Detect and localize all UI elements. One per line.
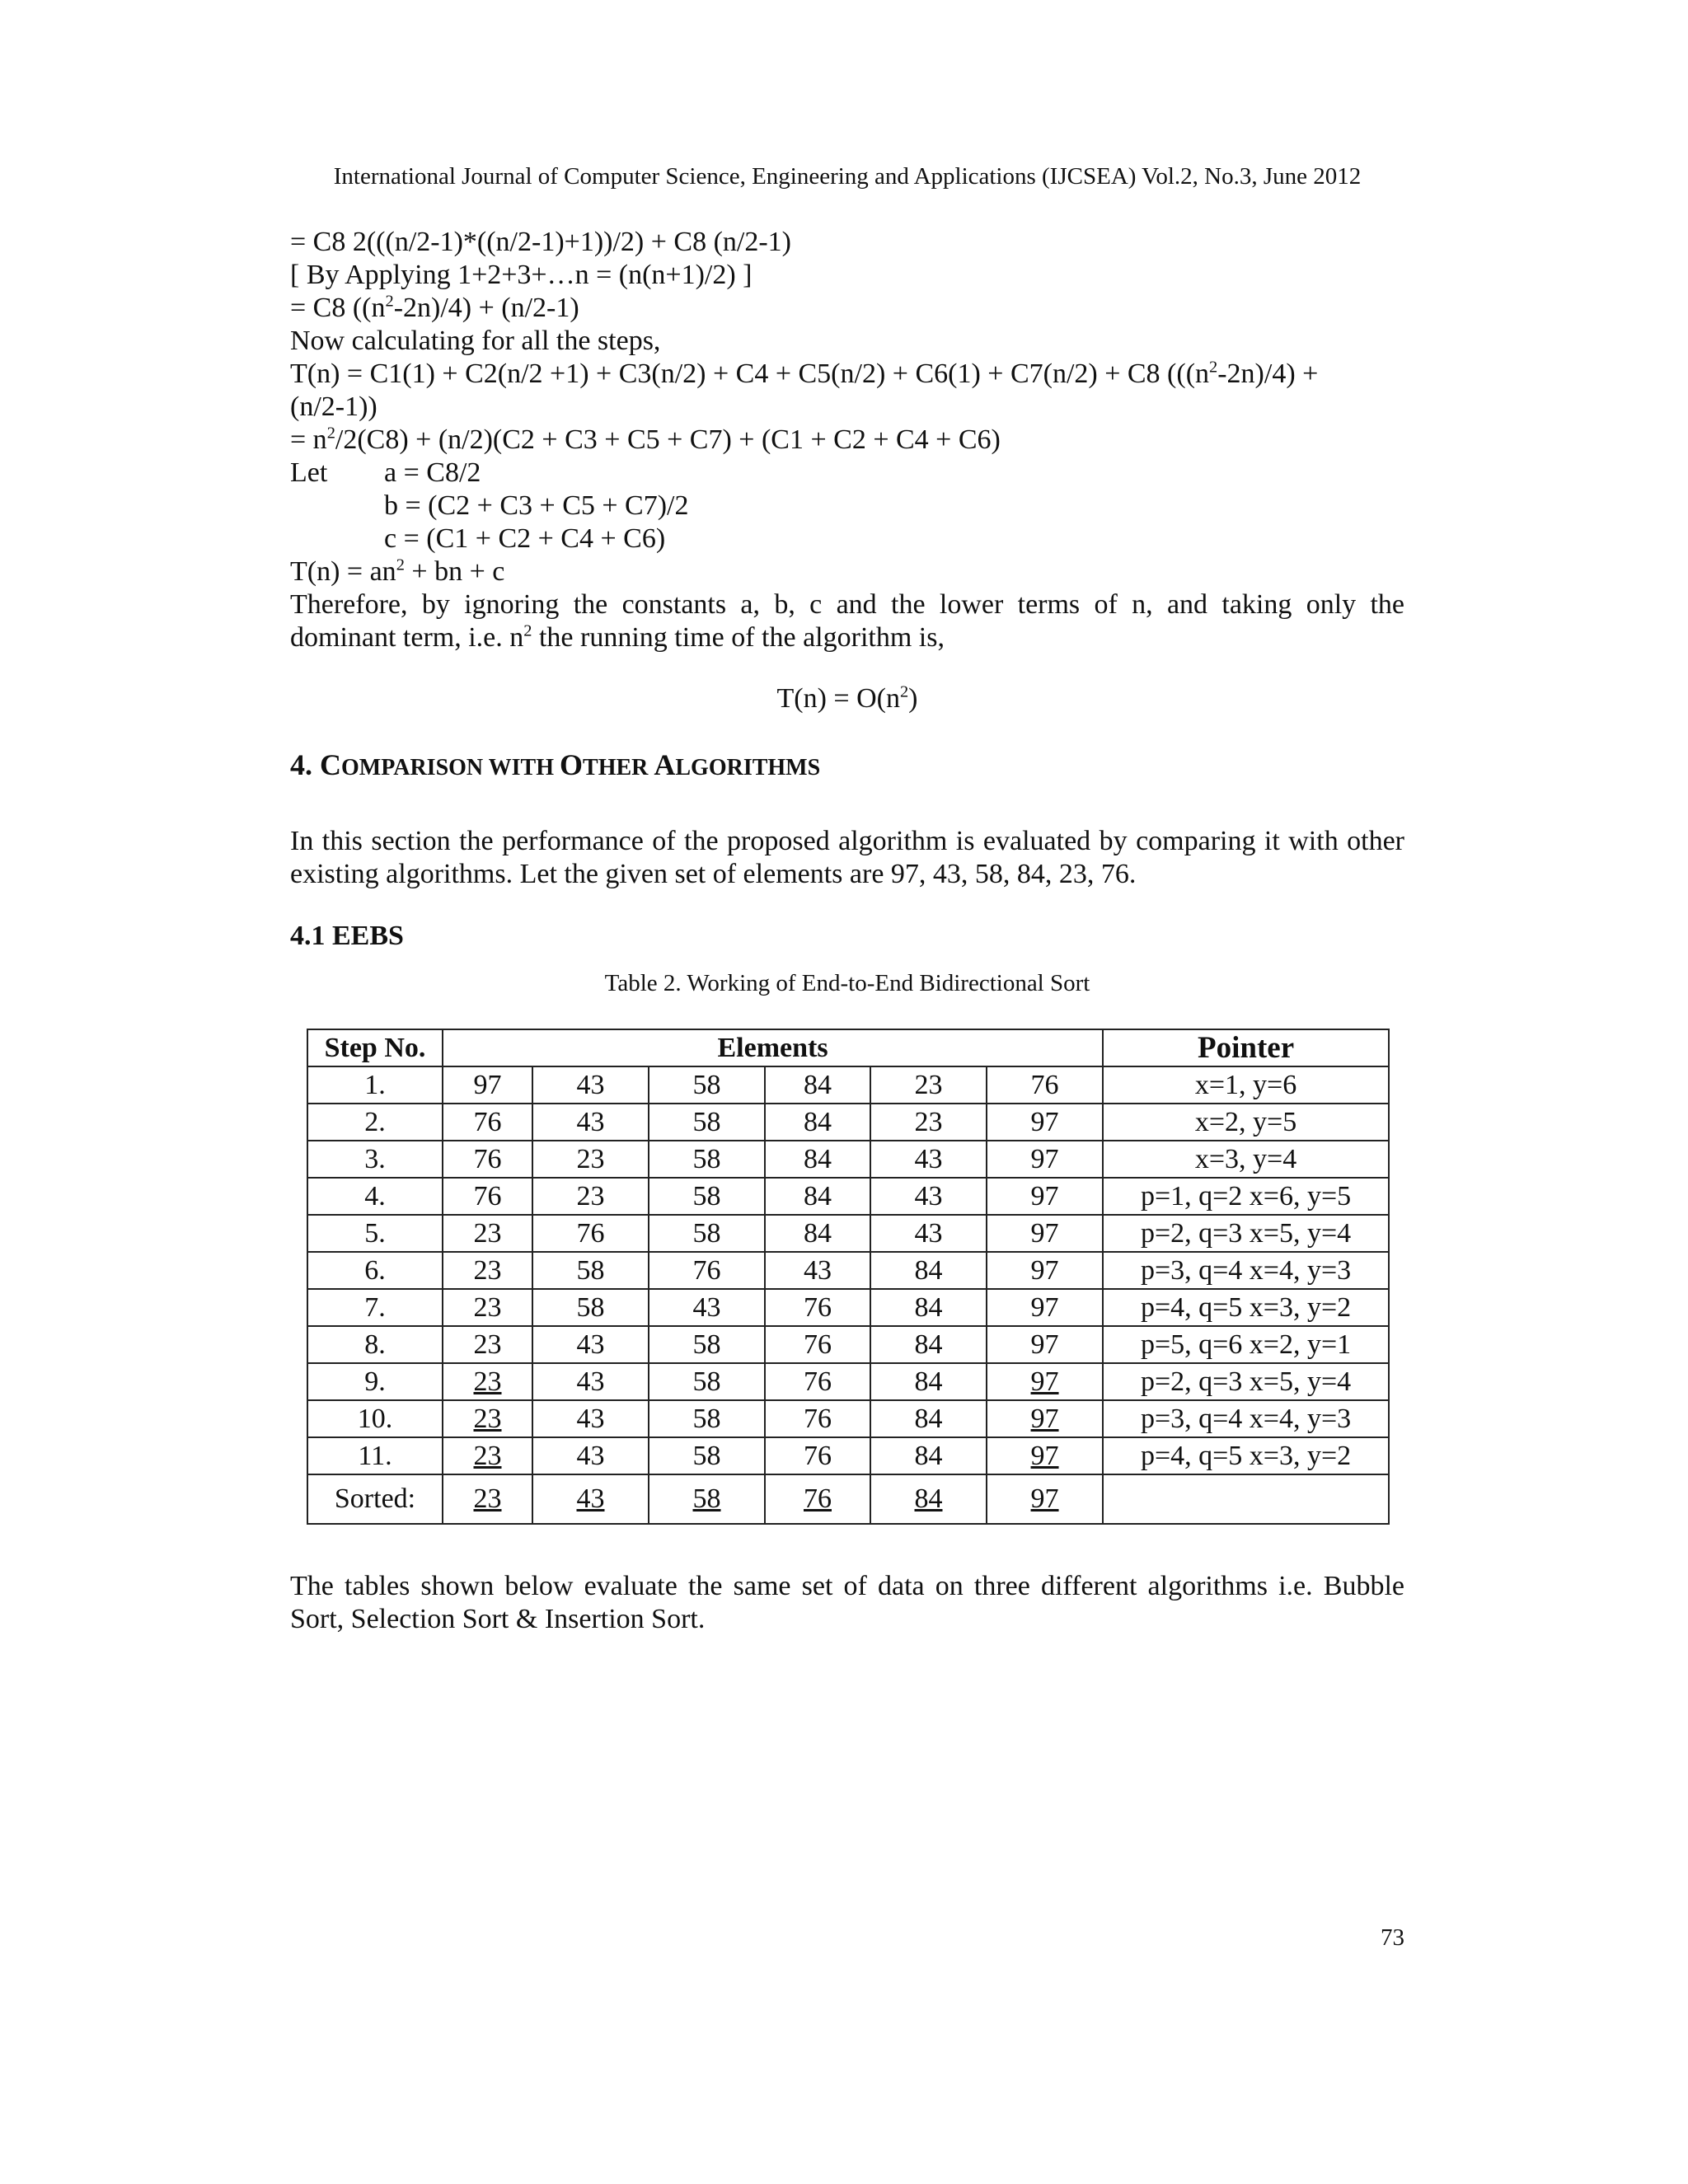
element-cell: 97 (987, 1215, 1103, 1252)
element-cell: 84 (870, 1252, 987, 1289)
table-row (307, 1141, 1389, 1178)
tn-equation: $T(n) = an^2$ + bn + c (290, 555, 505, 587)
element-cell: 76 (765, 1326, 870, 1363)
element-cell: 84 (765, 1066, 870, 1104)
header-step: Step No. (307, 1029, 443, 1066)
element-cell: 97 (987, 1326, 1103, 1363)
element-cell: 23 (443, 1326, 532, 1363)
closing-line-2: Sort, Selection Sort & Insertion Sort. (290, 1604, 706, 1634)
element-cell: 97 (987, 1252, 1103, 1289)
element-cell: 97 (987, 1437, 1103, 1474)
element-cell: 84 (870, 1289, 987, 1326)
page-number: 73 (1381, 1924, 1404, 1951)
step-cell: 8. (307, 1326, 443, 1363)
table-row (307, 1437, 1389, 1474)
math-line-2: [ By Applying 1+2+3+…n = (n(n+1)/2) ] (290, 260, 753, 290)
header-elements: Elements (443, 1029, 1103, 1066)
element-cell: 76 (532, 1215, 649, 1252)
element-cell: 97 (987, 1400, 1103, 1437)
table-row (307, 1400, 1389, 1437)
element-cell: 97 (987, 1363, 1103, 1400)
table-row (307, 1252, 1389, 1289)
math-line-4: Now calculating for all the steps, (290, 326, 661, 356)
step-cell: 10. (307, 1400, 443, 1437)
element-cell: 97 (987, 1141, 1103, 1178)
pointer-cell: p=3, q=4 x=4, y=3 (1103, 1252, 1389, 1289)
element-cell: 76 (443, 1178, 532, 1215)
element-cell: 84 (870, 1363, 987, 1400)
pointer-cell: x=2, y=5 (1103, 1104, 1389, 1141)
table-header-row (307, 1029, 1389, 1066)
element-cell: 23 (443, 1252, 532, 1289)
element-cell: 23 (443, 1215, 532, 1252)
pointer-cell: p=4, q=5 x=3, y=2 (1103, 1437, 1389, 1474)
element-cell: 58 (649, 1474, 765, 1524)
pointer-cell: p=1, q=2 x=6, y=5 (1103, 1178, 1389, 1215)
let-a: a = C8/2 (384, 457, 481, 488)
element-cell: 58 (649, 1400, 765, 1437)
math-line-7: = $n^2/2(C8) + (n/2)(C2 + C3 + C5 + C7) + (C1 + C2 + C4 + C6)$ (290, 424, 1001, 455)
element-cell: 84 (765, 1178, 870, 1215)
eebs-table (307, 1029, 1390, 1525)
element-cell: 84 (870, 1474, 987, 1524)
element-cell: 23 (870, 1104, 987, 1141)
running-header: International Journal of Computer Science, Engineering and Applications (IJCSEA) Vol.2, No.3, June 2012 (333, 163, 1362, 190)
element-cell: 97 (987, 1178, 1103, 1215)
element-cell: 84 (765, 1104, 870, 1141)
pointer-cell: x=1, y=6 (1103, 1066, 1389, 1104)
step-cell: 7. (307, 1289, 443, 1326)
element-cell: 58 (532, 1252, 649, 1289)
element-cell: 84 (870, 1400, 987, 1437)
element-cell: 84 (765, 1141, 870, 1178)
math-line-3: = C8 $((n^2-2n)/4) + (n/2-1)$ (290, 292, 579, 323)
step-cell: 9. (307, 1363, 443, 1400)
step-cell: 4. (307, 1178, 443, 1215)
element-cell: 76 (765, 1474, 870, 1524)
table-row (307, 1178, 1389, 1215)
pointer-cell (1103, 1474, 1389, 1524)
element-cell: 58 (649, 1066, 765, 1104)
element-cell: 23 (443, 1400, 532, 1437)
step-cell: 2. (307, 1104, 443, 1141)
header-pointer: Pointer (1103, 1029, 1389, 1066)
subsection-heading: 4.1 EEBS (290, 921, 404, 951)
element-cell: 58 (649, 1326, 765, 1363)
element-cell: 43 (532, 1104, 649, 1141)
element-cell: 76 (765, 1437, 870, 1474)
step-cell: 6. (307, 1252, 443, 1289)
let-b: b = (C2 + C3 + C5 + C7)/2 (384, 490, 689, 521)
element-cell: 58 (649, 1437, 765, 1474)
element-cell: 23 (870, 1066, 987, 1104)
math-line-6: (n/2-1)) (290, 391, 377, 422)
pointer-cell: p=2, q=3 x=5, y=4 (1103, 1363, 1389, 1400)
pointer-cell: p=4, q=5 x=3, y=2 (1103, 1289, 1389, 1326)
step-cell: 1. (307, 1066, 443, 1104)
closing-line-1: The tables shown below evaluate the same set of data on three different algorithms i.e. Bubble (290, 1571, 1404, 1601)
element-cell: 76 (443, 1141, 532, 1178)
table-body (307, 1066, 1389, 1524)
element-cell: 43 (870, 1141, 987, 1178)
element-cell: 43 (765, 1252, 870, 1289)
math-line-1: = C8 2(((n/2-1)*((n/2-1)+1))/2) + C8 (n/2-1) (290, 227, 791, 257)
element-cell: 76 (765, 1400, 870, 1437)
pointer-cell: x=3, y=4 (1103, 1141, 1389, 1178)
element-cell: 43 (532, 1326, 649, 1363)
section-paragraph-line-2: existing algorithms. Let the given set of elements are 97, 43, 58, 84, 23, 76. (290, 859, 1137, 889)
element-cell: 23 (443, 1437, 532, 1474)
table-row (307, 1215, 1389, 1252)
element-cell: 84 (765, 1215, 870, 1252)
element-cell: 97 (987, 1289, 1103, 1326)
therefore-line-1: Therefore, by ignoring the constants a, b, c and the lower terms of n, and taking only the (290, 589, 1404, 620)
step-cell: 3. (307, 1141, 443, 1178)
element-cell: 97 (987, 1474, 1103, 1524)
table-row (307, 1363, 1389, 1400)
element-cell: 43 (649, 1289, 765, 1326)
element-cell: 84 (870, 1437, 987, 1474)
element-cell: 76 (987, 1066, 1103, 1104)
pointer-cell: p=2, q=3 x=5, y=4 (1103, 1215, 1389, 1252)
math-line-5: T(n) = C1(1) + C2(n/2 +1) + C3(n/2) + C4 + C5(n/2) + C6(1) + C7(n/2) + C8 ($((n^2-2n)/4)$ + (290, 358, 1319, 389)
step-cell: Sorted: (307, 1474, 443, 1524)
table-row (307, 1326, 1389, 1363)
element-cell: 76 (765, 1363, 870, 1400)
table-row (307, 1289, 1389, 1326)
element-cell: 43 (532, 1363, 649, 1400)
element-cell: 43 (532, 1474, 649, 1524)
let-label: Let (290, 457, 328, 488)
let-c: c = (C1 + C2 + C4 + C6) (384, 523, 666, 554)
element-cell: 97 (987, 1104, 1103, 1141)
element-cell: 43 (532, 1400, 649, 1437)
element-cell: 84 (870, 1326, 987, 1363)
table-row (307, 1474, 1389, 1524)
element-cell: 23 (443, 1289, 532, 1326)
element-cell: 43 (532, 1437, 649, 1474)
element-cell: 43 (532, 1066, 649, 1104)
element-cell: 23 (532, 1141, 649, 1178)
table-row (307, 1104, 1389, 1141)
element-cell: 97 (443, 1066, 532, 1104)
element-cell: 58 (649, 1215, 765, 1252)
element-cell: 23 (443, 1363, 532, 1400)
step-cell: 5. (307, 1215, 443, 1252)
element-cell: 58 (649, 1178, 765, 1215)
element-cell: 23 (532, 1178, 649, 1215)
element-cell: 43 (870, 1178, 987, 1215)
section-heading: 4. COMPARISON WITH OTHER ALGORITHMS (290, 748, 821, 781)
table-caption: Table 2. Working of End-to-End Bidirectional Sort (604, 970, 1090, 996)
result-equation: $T(n) = O(n^2)$ (776, 682, 918, 714)
step-cell: 11. (307, 1437, 443, 1474)
element-cell: 58 (649, 1363, 765, 1400)
element-cell: 76 (765, 1289, 870, 1326)
pointer-cell: p=5, q=6 x=2, y=1 (1103, 1326, 1389, 1363)
therefore-line-2: dominant term, i.e. $n^2$ the running time of the algorithm is, (290, 621, 945, 653)
element-cell: 58 (532, 1289, 649, 1326)
element-cell: 58 (649, 1104, 765, 1141)
pointer-cell: p=3, q=4 x=4, y=3 (1103, 1400, 1389, 1437)
section-paragraph-line-1: In this section the performance of the proposed algorithm is evaluated by comparing it with other (290, 826, 1404, 856)
element-cell: 43 (870, 1215, 987, 1252)
element-cell: 58 (649, 1141, 765, 1178)
element-cell: 76 (649, 1252, 765, 1289)
element-cell: 76 (443, 1104, 532, 1141)
table-row (307, 1066, 1389, 1104)
element-cell: 23 (443, 1474, 532, 1524)
